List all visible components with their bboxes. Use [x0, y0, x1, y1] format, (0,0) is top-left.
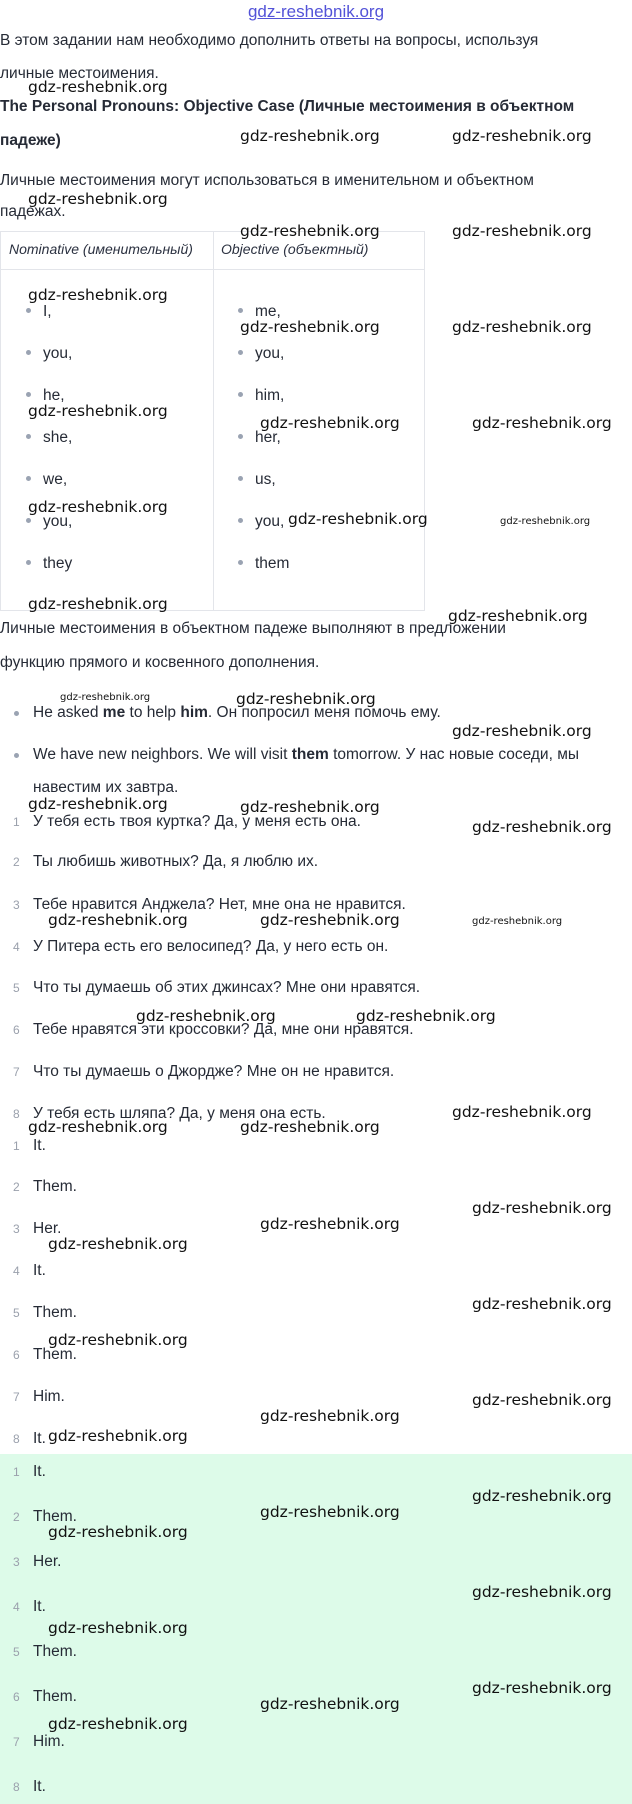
watermark: gdz-reshebnik.org — [452, 722, 592, 740]
question-row: 7 Что ты думаешь о Джордже? Мне он не нравится. — [13, 1063, 395, 1080]
nominative-item: you, — [26, 344, 72, 364]
nominative-item: they — [26, 554, 72, 574]
site-header-link[interactable]: gdz-reshebnik.org — [247, 2, 385, 21]
watermark: gdz-reshebnik.org — [60, 692, 151, 703]
answer-row: 6 Them. — [13, 1346, 77, 1363]
objective-item: him, — [238, 386, 284, 406]
question-row: 1 У тебя есть твоя куртка? Да, у меня есть она. — [13, 813, 361, 830]
watermark: gdz-reshebnik.org — [28, 498, 168, 516]
watermark: gdz-reshebnik.org — [136, 1007, 276, 1025]
watermark: gdz-reshebnik.org — [28, 190, 168, 208]
rule-text-line-1: Личные местоимения могут использоваться в именительном и объектном — [0, 172, 534, 189]
answer-row: 3 Her. — [13, 1220, 62, 1237]
rule-text-line-2: падежах. — [0, 203, 66, 220]
highlighted-answer-row: 5 Them. — [13, 1643, 77, 1660]
watermark: gdz-reshebnik.org — [240, 1118, 380, 1136]
watermark: gdz-reshebnik.org — [28, 286, 168, 304]
watermark: gdz-reshebnik.org — [448, 607, 588, 625]
watermark: gdz-reshebnik.org — [472, 1487, 612, 1505]
watermark: gdz-reshebnik.org — [28, 595, 168, 613]
watermark: gdz-reshebnik.org — [236, 690, 376, 708]
watermark: gdz-reshebnik.org — [260, 414, 400, 432]
watermark: gdz-reshebnik.org — [452, 1103, 592, 1121]
watermark: gdz-reshebnik.org — [240, 222, 380, 240]
question-row: 4 У Питера есть его велосипед? Да, у него есть он. — [13, 938, 389, 955]
column-divider — [213, 232, 214, 610]
intro-line-2: личные местоимения. — [0, 65, 159, 82]
highlighted-answer-row: 7 Him. — [13, 1733, 65, 1750]
watermark: gdz-reshebnik.org — [500, 516, 591, 527]
watermark: gdz-reshebnik.org — [48, 1235, 188, 1253]
watermark: gdz-reshebnik.org — [48, 1523, 188, 1541]
watermark: gdz-reshebnik.org — [28, 78, 168, 96]
nominative-item: you, — [26, 512, 72, 532]
rule-title-line-2: падеже) — [0, 132, 61, 149]
watermark: gdz-reshebnik.org — [472, 1679, 612, 1697]
example-item: He asked me to help him. Он попросил меня помочь ему. — [14, 703, 441, 723]
objective-item: me, — [238, 302, 281, 322]
question-row: 2 Ты любишь животных? Да, я люблю их. — [13, 853, 319, 870]
answer-row: 4 It. — [13, 1262, 46, 1279]
rule-title-line-1: The Personal Pronouns: Objective Case (Личные местоимения в объектном — [0, 98, 575, 115]
watermark: gdz-reshebnik.org — [452, 127, 592, 145]
objective-item: us, — [238, 470, 276, 490]
highlighted-answer-row: 1 It. — [13, 1463, 46, 1480]
answer-row: 7 Him. — [13, 1388, 65, 1405]
objective-item: them — [238, 554, 289, 574]
example-item: We have new neighbors. We will visit them tomorrow. У нас новые соседи, мы — [14, 745, 579, 765]
watermark: gdz-reshebnik.org — [260, 1503, 400, 1521]
nominative-item: he, — [26, 386, 65, 406]
nominative-item: we, — [26, 470, 67, 490]
watermark: gdz-reshebnik.org — [472, 1583, 612, 1601]
header-nominative: Nominative (именительный) — [9, 241, 193, 257]
watermark: gdz-reshebnik.org — [28, 402, 168, 420]
watermark: gdz-reshebnik.org — [260, 911, 400, 929]
objective-item: her, — [238, 428, 281, 448]
watermark: gdz-reshebnik.org — [472, 818, 612, 836]
watermark: gdz-reshebnik.org — [260, 1215, 400, 1233]
watermark: gdz-reshebnik.org — [472, 916, 563, 927]
watermark: gdz-reshebnik.org — [48, 1331, 188, 1349]
question-row: 5 Что ты думаешь об этих джинсах? Мне они нравятся. — [13, 979, 421, 996]
watermark: gdz-reshebnik.org — [240, 127, 380, 145]
highlighted-answer-row: 8 It. — [13, 1778, 46, 1795]
question-row: 8 У тебя есть шляпа? Да, у меня она есть. — [13, 1105, 326, 1122]
watermark: gdz-reshebnik.org — [260, 1695, 400, 1713]
objective-item: you, — [238, 512, 284, 532]
question-row: 3 Тебе нравится Анджела? Нет, мне она не нравится. — [13, 896, 406, 913]
header-objective: Objective (объектный) — [221, 241, 369, 257]
question-row: 6 Тебе нравятся эти кроссовки? Да, мне они нравятся. — [13, 1021, 414, 1038]
answer-row: 1 It. — [13, 1137, 46, 1154]
watermark: gdz-reshebnik.org — [472, 414, 612, 432]
watermark: gdz-reshebnik.org — [28, 795, 168, 813]
watermark: gdz-reshebnik.org — [472, 1391, 612, 1409]
watermark: gdz-reshebnik.org — [260, 1407, 400, 1425]
highlighted-answer-row: 2 Them. — [13, 1508, 77, 1525]
nominative-item: I, — [26, 302, 52, 322]
watermark: gdz-reshebnik.org — [452, 222, 592, 240]
usage-line-2: функцию прямого и косвенного дополнения. — [0, 654, 320, 671]
watermark: gdz-reshebnik.org — [356, 1007, 496, 1025]
watermark: gdz-reshebnik.org — [28, 1118, 168, 1136]
watermark: gdz-reshebnik.org — [240, 318, 380, 336]
highlighted-answer-row: 3 Her. — [13, 1553, 62, 1570]
watermark: gdz-reshebnik.org — [452, 318, 592, 336]
nominative-item: she, — [26, 428, 72, 448]
example-continuation: навестим их завтра. — [33, 779, 179, 796]
highlighted-answer-row: 4 It. — [13, 1598, 46, 1615]
answer-row: 2 Them. — [13, 1178, 77, 1195]
answer-row: 5 Them. — [13, 1304, 77, 1321]
watermark: gdz-reshebnik.org — [472, 1199, 612, 1217]
watermark: gdz-reshebnik.org — [48, 1715, 188, 1733]
watermark: gdz-reshebnik.org — [240, 798, 380, 816]
watermark: gdz-reshebnik.org — [48, 1427, 188, 1445]
watermark: gdz-reshebnik.org — [288, 510, 428, 528]
answer-row: 8 It. — [13, 1430, 46, 1447]
watermark: gdz-reshebnik.org — [48, 1619, 188, 1637]
objective-item: you, — [238, 344, 284, 364]
watermark: gdz-reshebnik.org — [472, 1295, 612, 1313]
highlighted-answer-row: 6 Them. — [13, 1688, 77, 1705]
usage-line-1: Личные местоимения в объектном падеже выполняют в предложении — [0, 620, 506, 637]
intro-line-1: В этом задании нам необходимо дополнить ответы на вопросы, используя — [0, 32, 539, 49]
watermark: gdz-reshebnik.org — [48, 911, 188, 929]
